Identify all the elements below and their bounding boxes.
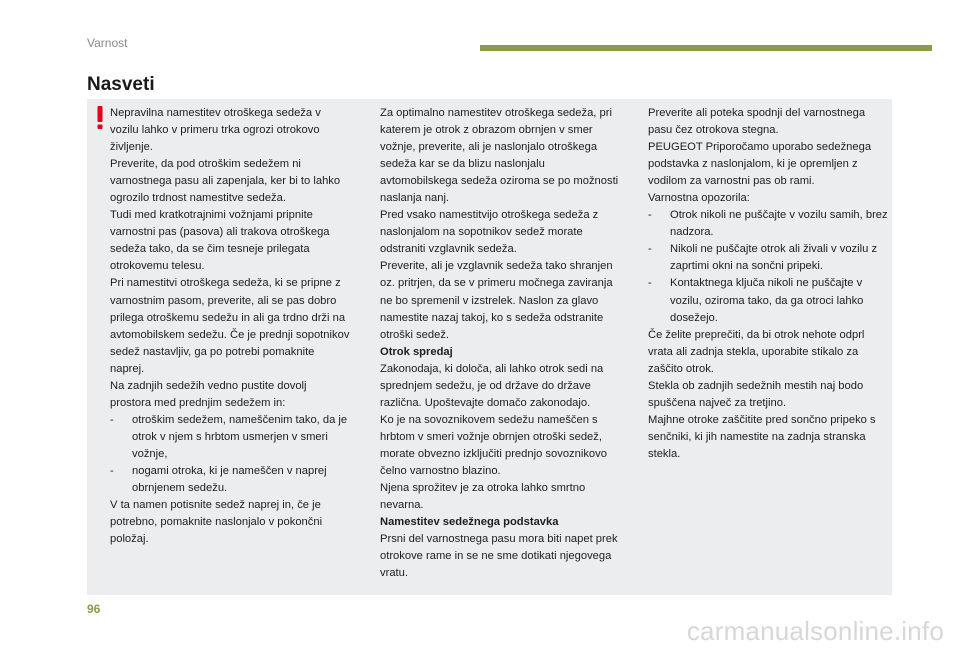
paragraph: Nepravilna namestitev otroškega sedeža v vozilu lahko v primeru trka ogrozi otrokovo življenje. xyxy=(110,107,321,154)
exclamation-icon xyxy=(95,105,105,130)
list-item: - nogami otroka, ki je nameščen v naprej obrnjenem sedežu. xyxy=(110,464,327,495)
header-accent-bar xyxy=(480,45,932,51)
paragraph: PEUGEOT Priporočamo uporabo sedežnega podstavka z naslonjalom, ki je opremljen z vodilom za varnostni pas ob rami. xyxy=(648,141,872,188)
paragraph: Majhne otroke zaščitite pred sončno pripeko s senčniki, ki jih namestite na zadnja stranska stekla. xyxy=(648,413,876,460)
paragraph: Prsni del varnostnega pasu mora biti napet prek otrokove rame in se ne sme dotikati njegovega vratu. xyxy=(380,533,618,580)
paragraph: V ta namen potisnite sedež naprej in, če je potrebno, pomaknite naslonjalo v pokončni položaj. xyxy=(110,499,323,546)
paragraph: Varnostna opozorila: xyxy=(648,192,750,205)
paragraph: Preverite ali poteka spodnji del varnostnega pasu čez otrokova stegna. xyxy=(648,107,866,137)
list-item: - Otrok nikoli ne puščajte v vozilu samih, brez nadzora. xyxy=(648,209,888,239)
paragraph: Za optimalno namestitev otroškega sedeža, pri katerem je otrok z obrazom obrnjen v smer vožnje, preverite, ali je naslonjalo otroškega sedeža kar se da blizu naslonjalu avtomobilskega sedeža oziroma se po možnosti naslanja nanj. xyxy=(380,107,619,205)
paragraph: Tudi med kratkotrajnimi vožnjami pripnite varnostni pas (pasova) ali trakova otroškega sedeža tako, da se čim tesneje prilegata otrokovemu telesu. xyxy=(110,209,330,273)
list-item: - Nikoli ne puščajte otrok ali živali v vozilu z zaprtimi okni na sončni pripeki. xyxy=(648,243,878,273)
paragraph: Preverite, ali je vzglavnik sedeža tako shranjen oz. pritrjen, da se v primeru močnega zaviranja ne bo spremenil v izstrelek. Naslon za glavo namestite nazaj takoj, ko s sedeža odstranite otroški sedež. xyxy=(380,260,613,341)
page-number: 96 xyxy=(87,602,101,616)
paragraph: Če želite preprečiti, da bi otrok nehote odprl vrata ali zadnja stekla, uporabite stikalo za zaščito otrok. xyxy=(648,328,865,375)
paragraph: Pri namestitvi otroškega sedeža, ki se pripne z varnostnim pasom, preverite, ali se pas dobro prilega otroškemu sedežu in ali ga trdno drži na avtomobilskem sedežu. Če je prednji sopotnikov sedež nastavljiv, ga po potrebi pomaknite naprej. xyxy=(110,277,350,375)
paragraph: Zakonodaja, ki določa, ali lahko otrok sedi na sprednjem sedežu, je od države do države različna. Upoštevajte domačo zakonodajo. xyxy=(380,362,604,409)
paragraph: Njena sprožitev je za otroka lahko smrtno nevarna. xyxy=(380,482,586,512)
list-item: - Kontaktnega ključa nikoli ne puščajte v vozilu, oziroma tako, da ga otroci lahko dosežejo. xyxy=(648,277,864,324)
subheading-child-front: Otrok spredaj xyxy=(380,345,453,358)
section-label: Varnost xyxy=(87,36,128,50)
watermark: carmanualsonline.info xyxy=(686,616,944,646)
paragraph: Pred vsako namestitvijo otroškega sedeža z naslonjalom na sopotnikov sedež morate odstraniti vzglavnik sedeža. xyxy=(380,209,599,256)
list-item: - otroškim sedežem, nameščenim tako, da je otrok v njem s hrbtom usmerjen v smeri vožnje, xyxy=(110,413,348,460)
column-right xyxy=(648,105,888,463)
column-warning xyxy=(110,105,350,548)
subheading-booster-seat: Namestitev sedežnega podstavka xyxy=(380,516,559,529)
paragraph: Stekla ob zadnjih sedežnih mestih naj bodo spuščena največ za tretjino. xyxy=(648,379,864,409)
page-title: Nasveti xyxy=(87,74,155,95)
column-middle xyxy=(380,105,620,582)
paragraph: Na zadnjih sedežih vedno pustite dovolj prostora med prednjim sedežem in: xyxy=(110,379,307,409)
paragraph: Preverite, da pod otroškim sedežem ni varnostnega pasu ali zapenjala, ker bi to lahko ogrozilo trdnost namestitve sedeža. xyxy=(110,158,341,205)
paragraph: Ko je na sovoznikovem sedežu nameščen s hrbtom v smeri vožnje obrnjen otroški sedež, morate obvezno izključiti prednjo sovoznikovo čelno varnostno blazino. xyxy=(380,413,607,477)
